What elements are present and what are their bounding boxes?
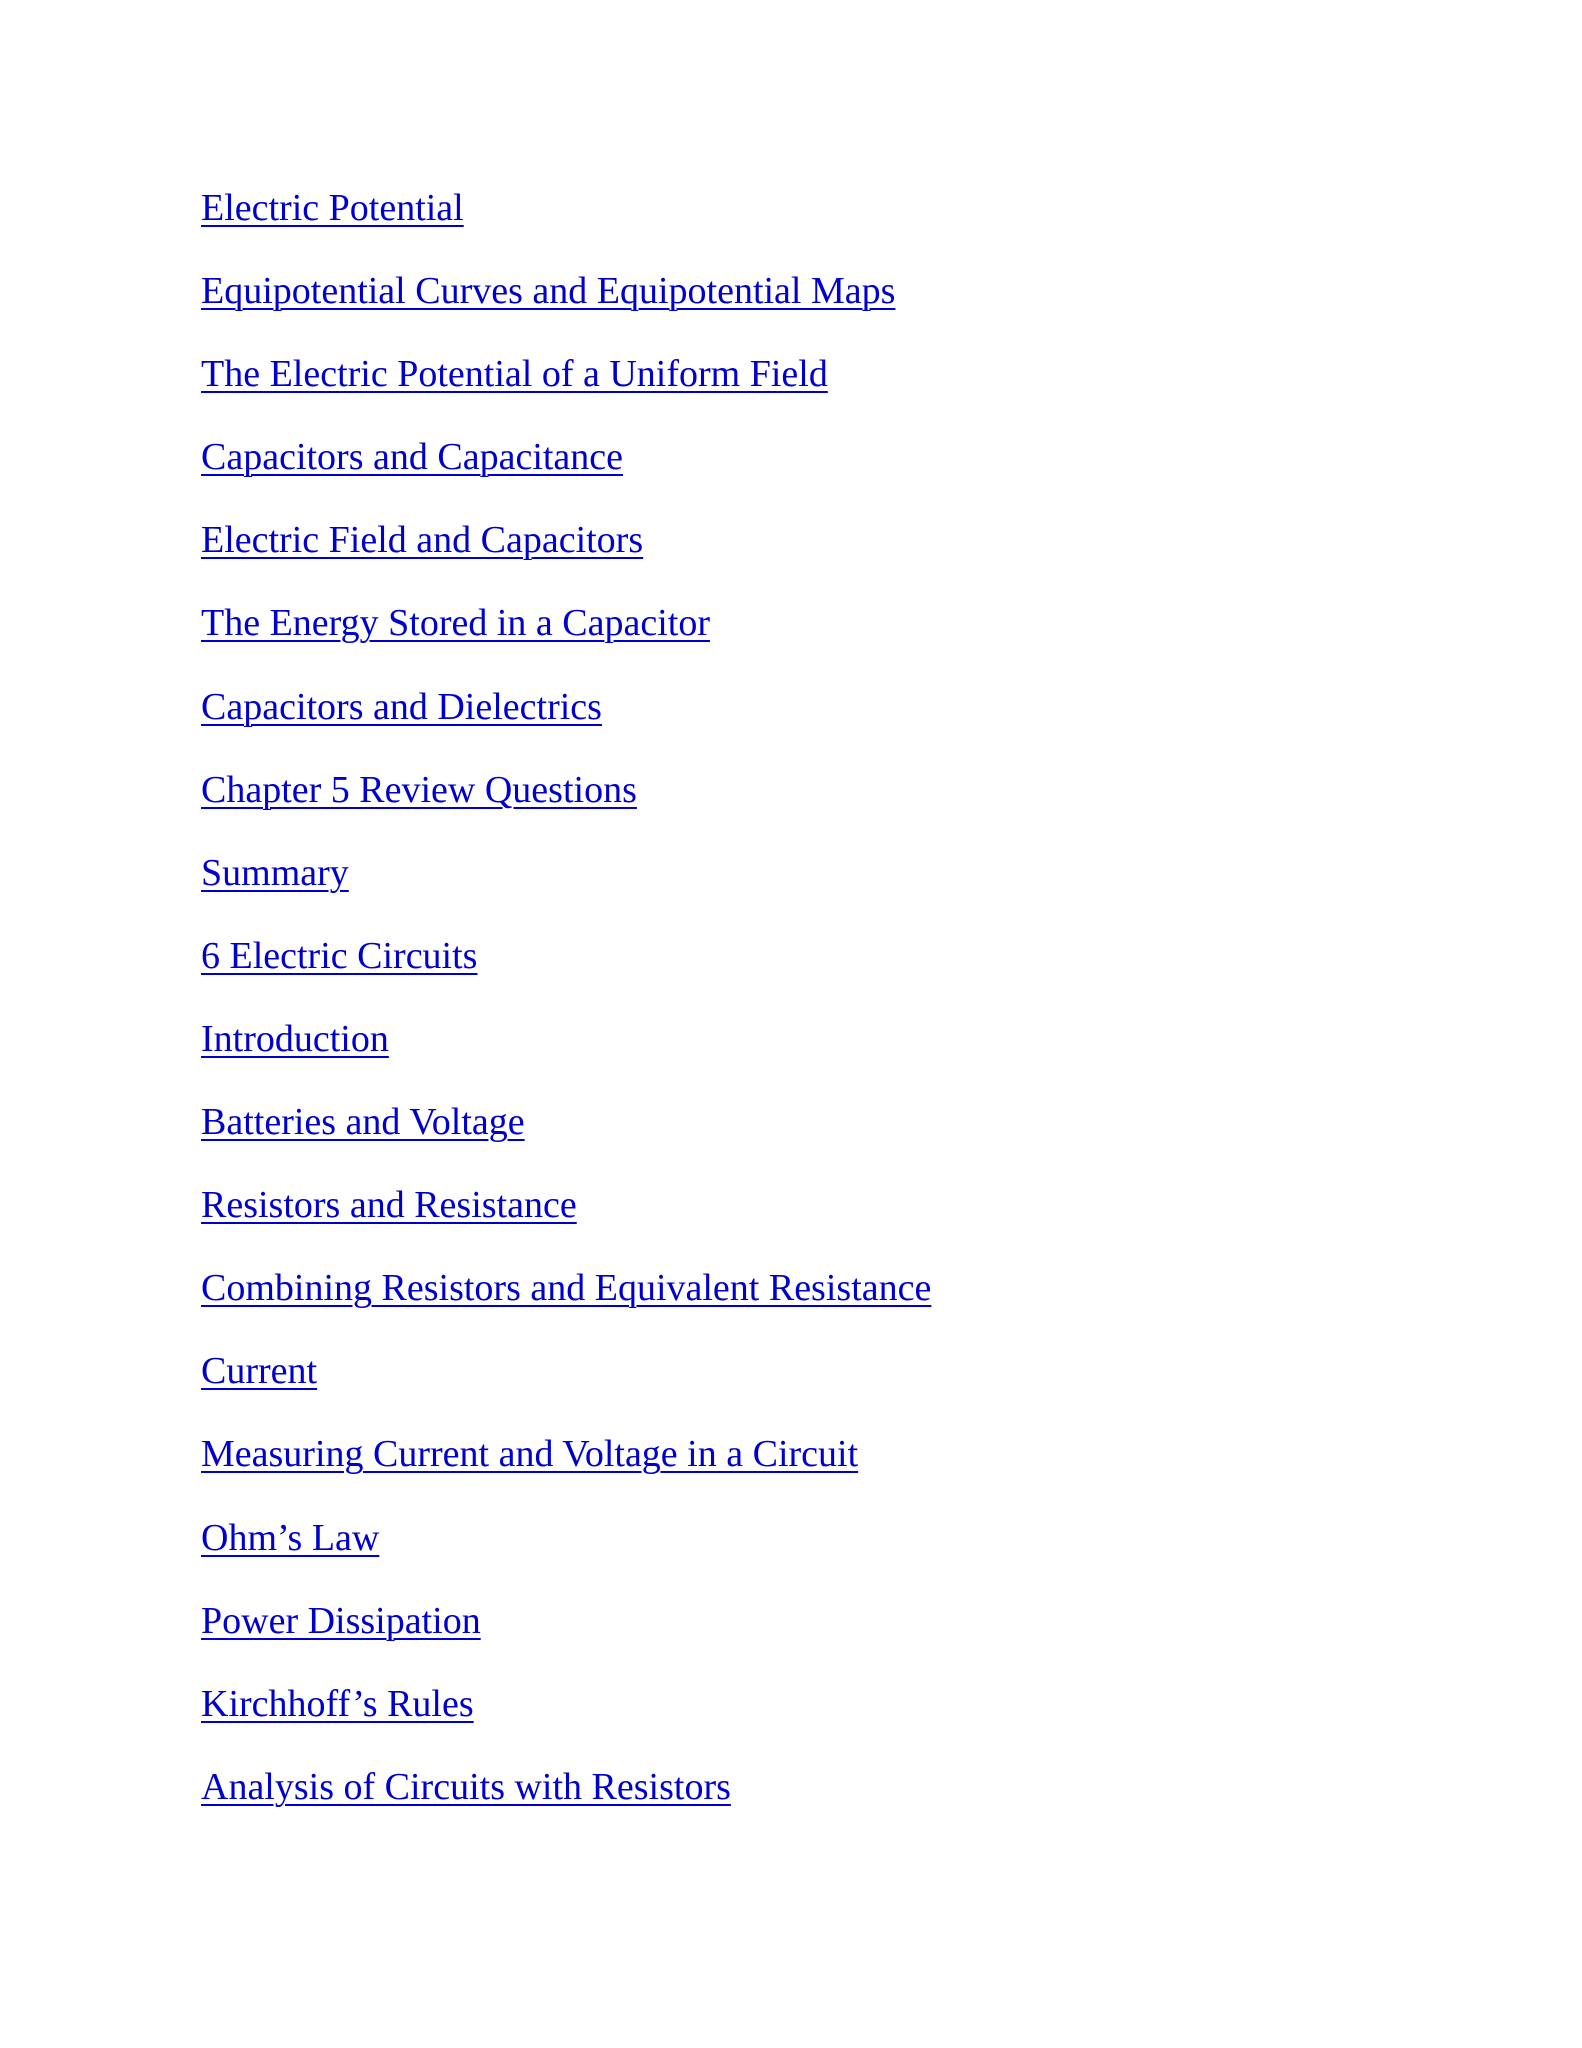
toc-entry xyxy=(201,1678,931,1761)
toc-entry xyxy=(201,1345,931,1428)
toc-link-equipotential-curves[interactable]: Equipotential Curves and Equipotential Maps xyxy=(201,270,896,313)
toc-link-current[interactable]: Current xyxy=(201,1350,318,1393)
toc-link-capacitors-capacitance[interactable]: Capacitors and Capacitance xyxy=(201,436,624,479)
toc-link-batteries-voltage[interactable]: Batteries and Voltage xyxy=(201,1101,525,1144)
toc-entry xyxy=(201,431,931,514)
toc-entry xyxy=(201,681,931,764)
toc-entry xyxy=(201,1761,931,1844)
table-of-contents xyxy=(201,182,931,1844)
toc-entry xyxy=(201,597,931,680)
toc-entry xyxy=(201,847,931,930)
toc-entry xyxy=(201,1096,931,1179)
toc-link-chapter-5-review[interactable]: Chapter 5 Review Questions xyxy=(201,768,637,811)
toc-entry xyxy=(201,1013,931,1096)
toc-link-combining-resistors[interactable]: Combining Resistors and Equivalent Resistance xyxy=(201,1267,932,1310)
toc-entry xyxy=(201,1179,931,1262)
toc-entry xyxy=(201,348,931,431)
toc-link-analysis-circuits-resistors[interactable]: Analysis of Circuits with Resistors xyxy=(201,1765,731,1808)
toc-link-introduction[interactable]: Introduction xyxy=(201,1017,389,1060)
toc-link-potential-uniform-field[interactable]: The Electric Potential of a Uniform Field xyxy=(201,353,828,396)
toc-link-summary[interactable]: Summary xyxy=(201,851,349,894)
toc-entry xyxy=(201,1262,931,1345)
toc-entry xyxy=(201,930,931,1013)
toc-link-electric-circuits[interactable]: 6 Electric Circuits xyxy=(201,934,478,977)
toc-link-electric-potential[interactable]: Electric Potential xyxy=(201,187,464,229)
toc-link-measuring-current-voltage[interactable]: Measuring Current and Voltage in a Circuit xyxy=(201,1433,859,1476)
toc-link-electric-field-capacitors[interactable]: Electric Field and Capacitors xyxy=(201,519,644,562)
toc-entry xyxy=(201,1595,931,1678)
toc-entry xyxy=(201,182,931,265)
toc-entry xyxy=(201,764,931,847)
toc-entry xyxy=(201,1512,931,1595)
toc-link-power-dissipation[interactable]: Power Dissipation xyxy=(201,1599,481,1642)
toc-link-capacitors-dielectrics[interactable]: Capacitors and Dielectrics xyxy=(201,685,602,728)
toc-link-kirchhoffs-rules[interactable]: Kirchhoff’s Rules xyxy=(201,1682,474,1725)
toc-entry xyxy=(201,265,931,348)
toc-link-energy-stored-capacitor[interactable]: The Energy Stored in a Capacitor xyxy=(201,602,710,645)
toc-entry xyxy=(201,1428,931,1511)
toc-link-resistors-resistance[interactable]: Resistors and Resistance xyxy=(201,1184,577,1227)
toc-link-ohms-law[interactable]: Ohm’s Law xyxy=(201,1516,380,1559)
toc-entry xyxy=(201,514,931,597)
